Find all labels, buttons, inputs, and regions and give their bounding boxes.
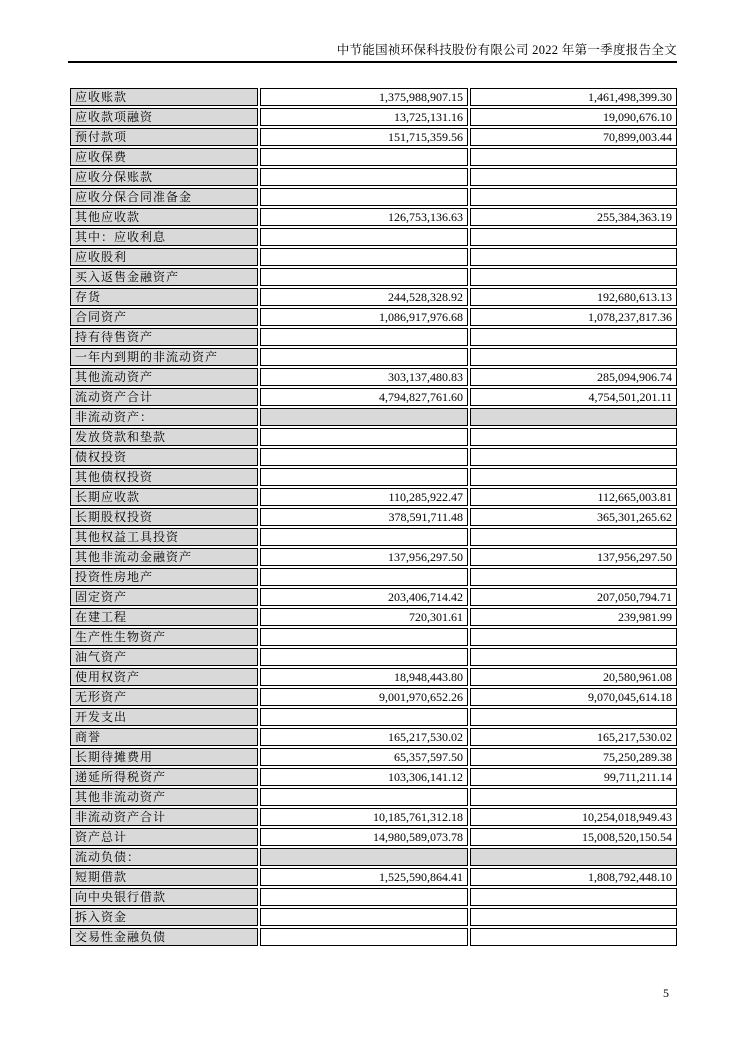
current-amount-cell: [260, 708, 468, 726]
item-label-cell: 应收分保合同准备金: [70, 188, 258, 206]
item-label-cell: 债权投资: [70, 448, 258, 466]
table-row: [70, 288, 677, 306]
current-amount-cell: 65,357,597.50: [260, 748, 468, 766]
prior-amount-cell: 20,580,961.08: [470, 668, 677, 686]
prior-amount-cell: 70,899,003.44: [470, 128, 677, 146]
table-row: [70, 608, 677, 626]
prior-amount-cell: 365,301,265.62: [470, 508, 677, 526]
item-label-cell: 投资性房地产: [70, 568, 258, 586]
current-amount-cell: [260, 168, 468, 186]
prior-amount-cell: 10,254,018,949.43: [470, 808, 677, 826]
prior-amount-cell: [470, 708, 677, 726]
item-label-cell: 生产性生物资产: [70, 628, 258, 646]
current-amount-cell: [260, 408, 468, 426]
current-amount-cell: [260, 848, 468, 866]
table-row: [70, 788, 677, 806]
item-label-cell: 流动负债：: [70, 848, 258, 866]
current-amount-cell: [260, 908, 468, 926]
prior-amount-cell: 239,981.99: [470, 608, 677, 626]
current-amount-cell: 1,375,988,907.15: [260, 88, 468, 106]
section-row: [70, 408, 677, 426]
table-row: [70, 228, 677, 246]
table-row: [70, 828, 677, 846]
current-amount-cell: [260, 228, 468, 246]
prior-amount-cell: 99,711,211.14: [470, 768, 677, 786]
prior-amount-cell: [470, 928, 677, 946]
prior-amount-cell: [470, 568, 677, 586]
current-amount-cell: 151,715,359.56: [260, 128, 468, 146]
prior-amount-cell: [470, 448, 677, 466]
table-row: [70, 108, 677, 126]
item-label-cell: 应收款项融资: [70, 108, 258, 126]
current-amount-cell: [260, 328, 468, 346]
current-amount-cell: [260, 568, 468, 586]
table-row: [70, 348, 677, 366]
current-amount-cell: [260, 448, 468, 466]
table-row: [70, 668, 677, 686]
prior-amount-cell: [470, 908, 677, 926]
table-row: [70, 208, 677, 226]
prior-amount-cell: 15,008,520,150.54: [470, 828, 677, 846]
item-label-cell: 长期应收款: [70, 488, 258, 506]
prior-amount-cell: [470, 648, 677, 666]
item-label-cell: 油气资产: [70, 648, 258, 666]
prior-amount-cell: [470, 848, 677, 866]
current-amount-cell: 126,753,136.63: [260, 208, 468, 226]
current-amount-cell: 9,001,970,652.26: [260, 688, 468, 706]
table-row: [70, 248, 677, 266]
table-row: [70, 468, 677, 486]
item-label-cell: 无形资产: [70, 688, 258, 706]
item-label-cell: 应收分保账款: [70, 168, 258, 186]
prior-amount-cell: [470, 408, 677, 426]
current-amount-cell: [260, 188, 468, 206]
item-label-cell: 资产总计: [70, 828, 258, 846]
prior-amount-cell: 9,070,045,614.18: [470, 688, 677, 706]
item-label-cell: 在建工程: [70, 608, 258, 626]
table-row: [70, 548, 677, 566]
item-label-cell: 应收股利: [70, 248, 258, 266]
item-label-cell: 向中央银行借款: [70, 888, 258, 906]
current-amount-cell: [260, 928, 468, 946]
item-label-cell: 合同资产: [70, 308, 258, 326]
prior-amount-cell: 207,050,794.71: [470, 588, 677, 606]
table-row: [70, 508, 677, 526]
item-label-cell: 应收账款: [70, 88, 258, 106]
current-amount-cell: [260, 428, 468, 446]
table-row: [70, 188, 677, 206]
table-row: [70, 568, 677, 586]
prior-amount-cell: [470, 148, 677, 166]
item-label-cell: 其他流动资产: [70, 368, 258, 386]
current-amount-cell: [260, 248, 468, 266]
prior-amount-cell: [470, 268, 677, 286]
table-row: [70, 748, 677, 766]
table-row: [70, 328, 677, 346]
table-row: [70, 628, 677, 646]
prior-amount-cell: [470, 228, 677, 246]
item-label-cell: 开发支出: [70, 708, 258, 726]
item-label-cell: 应收保费: [70, 148, 258, 166]
prior-amount-cell: 4,754,501,201.11: [470, 388, 677, 406]
current-amount-cell: 720,301.61: [260, 608, 468, 626]
prior-amount-cell: [470, 328, 677, 346]
header-rule: [68, 61, 677, 63]
item-label-cell: 商誉: [70, 728, 258, 746]
current-amount-cell: 14,980,589,073.78: [260, 828, 468, 846]
item-label-cell: 其他权益工具投资: [70, 528, 258, 546]
item-label-cell: 短期借款: [70, 868, 258, 886]
current-amount-cell: 165,217,530.02: [260, 728, 468, 746]
item-label-cell: 其他债权投资: [70, 468, 258, 486]
current-amount-cell: [260, 628, 468, 646]
current-amount-cell: 110,285,922.47: [260, 488, 468, 506]
section-row: [70, 848, 677, 866]
current-amount-cell: [260, 148, 468, 166]
current-amount-cell: 10,185,761,312.18: [260, 808, 468, 826]
prior-amount-cell: 75,250,289.38: [470, 748, 677, 766]
table-row: [70, 808, 677, 826]
item-label-cell: 长期股权投资: [70, 508, 258, 526]
prior-amount-cell: 165,217,530.02: [470, 728, 677, 746]
table-row: [70, 768, 677, 786]
table-row: [70, 388, 677, 406]
prior-amount-cell: 137,956,297.50: [470, 548, 677, 566]
current-amount-cell: 203,406,714.42: [260, 588, 468, 606]
table-row: [70, 688, 677, 706]
current-amount-cell: 13,725,131.16: [260, 108, 468, 126]
item-label-cell: 拆入资金: [70, 908, 258, 926]
item-label-cell: 预付款项: [70, 128, 258, 146]
prior-amount-cell: 1,461,498,399.30: [470, 88, 677, 106]
report-header-title: 中节能国祯环保科技股份有限公司 2022 年第一季度报告全文: [336, 43, 677, 57]
prior-amount-cell: 1,078,237,817.36: [470, 308, 677, 326]
table-row: [70, 728, 677, 746]
prior-amount-cell: 285,094,906.74: [470, 368, 677, 386]
table-row: [70, 448, 677, 466]
prior-amount-cell: 1,808,792,448.10: [470, 868, 677, 886]
current-amount-cell: 137,956,297.50: [260, 548, 468, 566]
table-row: [70, 528, 677, 546]
current-amount-cell: 1,525,590,864.41: [260, 868, 468, 886]
item-label-cell: 其他非流动资产: [70, 788, 258, 806]
current-amount-cell: 18,948,443.80: [260, 668, 468, 686]
prior-amount-cell: [470, 888, 677, 906]
item-label-cell: 递延所得税资产: [70, 768, 258, 786]
current-amount-cell: 4,794,827,761.60: [260, 388, 468, 406]
table-row: [70, 888, 677, 906]
prior-amount-cell: [470, 428, 677, 446]
item-label-cell: 持有待售资产: [70, 328, 258, 346]
prior-amount-cell: 19,090,676.10: [470, 108, 677, 126]
balance-sheet-table: [68, 86, 679, 948]
current-amount-cell: 1,086,917,976.68: [260, 308, 468, 326]
item-label-cell: 存货: [70, 288, 258, 306]
prior-amount-cell: [470, 528, 677, 546]
current-amount-cell: [260, 268, 468, 286]
table-row: [70, 488, 677, 506]
current-amount-cell: [260, 348, 468, 366]
item-label-cell: 使用权资产: [70, 668, 258, 686]
table-row: [70, 868, 677, 886]
current-amount-cell: [260, 528, 468, 546]
item-label-cell: 其他非流动金融资产: [70, 548, 258, 566]
table-row: [70, 88, 677, 106]
current-amount-cell: [260, 788, 468, 806]
prior-amount-cell: [470, 168, 677, 186]
table-row: [70, 128, 677, 146]
prior-amount-cell: 112,665,003.81: [470, 488, 677, 506]
item-label-cell: 其他应收款: [70, 208, 258, 226]
item-label-cell: 发放贷款和垫款: [70, 428, 258, 446]
table-row: [70, 588, 677, 606]
page-number: 5: [663, 986, 669, 1000]
current-amount-cell: 244,528,328.92: [260, 288, 468, 306]
current-amount-cell: 103,306,141.12: [260, 768, 468, 786]
table-row: [70, 928, 677, 946]
table-row: [70, 648, 677, 666]
item-label-cell: 一年内到期的非流动资产: [70, 348, 258, 366]
prior-amount-cell: [470, 348, 677, 366]
table-row: [70, 368, 677, 386]
item-label-cell: 长期待摊费用: [70, 748, 258, 766]
table-row: [70, 308, 677, 326]
prior-amount-cell: 255,384,363.19: [470, 208, 677, 226]
item-label-cell: 买入返售金融资产: [70, 268, 258, 286]
prior-amount-cell: [470, 188, 677, 206]
item-label-cell: 固定资产: [70, 588, 258, 606]
prior-amount-cell: [470, 248, 677, 266]
prior-amount-cell: [470, 468, 677, 486]
item-label-cell: 非流动资产合计: [70, 808, 258, 826]
current-amount-cell: [260, 468, 468, 486]
prior-amount-cell: [470, 628, 677, 646]
current-amount-cell: 303,137,480.83: [260, 368, 468, 386]
item-label-cell: 流动资产合计: [70, 388, 258, 406]
item-label-cell: 非流动资产：: [70, 408, 258, 426]
item-label-cell: 交易性金融负债: [70, 928, 258, 946]
table-row: [70, 268, 677, 286]
item-label-cell: 其中：应收利息: [70, 228, 258, 246]
table-row: [70, 908, 677, 926]
table-row: [70, 708, 677, 726]
table-row: [70, 168, 677, 186]
prior-amount-cell: 192,680,613.13: [470, 288, 677, 306]
current-amount-cell: [260, 648, 468, 666]
prior-amount-cell: [470, 788, 677, 806]
table-row: [70, 148, 677, 166]
current-amount-cell: [260, 888, 468, 906]
table-row: [70, 428, 677, 446]
current-amount-cell: 378,591,711.48: [260, 508, 468, 526]
